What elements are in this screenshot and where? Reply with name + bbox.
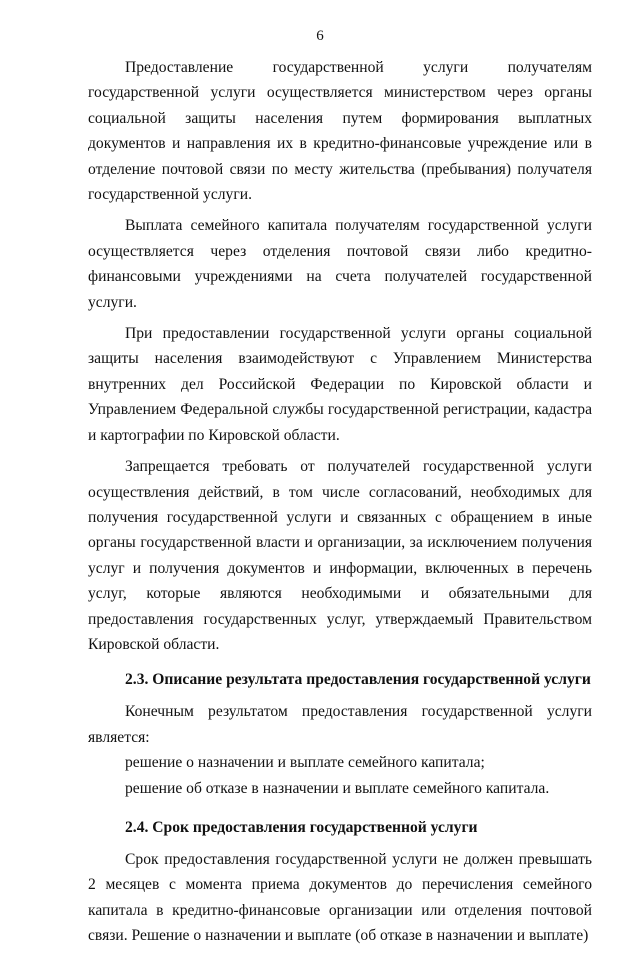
section-heading-2-3: 2.3. Описание результата предоставления государственной услуги — [125, 671, 591, 689]
page-number: 6 — [316, 28, 324, 44]
list-item: решение о назначении и выплате семейного капитала; — [125, 754, 485, 772]
document-body — [88, 55, 592, 955]
paragraph-capital-payment: Выплата семейного капитала получателям государственной услуги осуществляется через отделения почтовой связи либо кредитно-финансовыми учреждениями на счета получателей государственной услуги. — [88, 217, 592, 311]
section-heading-2-4: 2.4. Срок предоставления государственной услуги — [125, 818, 478, 836]
list-item: решение об отказе в назначении и выплате семейного капитала. — [125, 779, 550, 797]
paragraph-result-intro: Конечным результатом предоставления государственной услуги является: — [88, 703, 592, 746]
paragraph-service-provision: Предоставление государственной услуги получателям государственной услуги осуществляется министерством через органы социальной защиты населения путем формирования выплатных документов и направления их в кредитно-финансовые учреждение или в отделение почтовой связи по месту жительства (пребывания) получателя государственной услуги. — [88, 59, 592, 204]
paragraph-deadline: Срок предоставления государственной услуги не должен превышать 2 месяцев с момента приема документов до перечисления семейного капитала в кредитно-финансовые организации или отделения почтовой связи. Решение о назначении и выплате (об отказе в назначении и выплате) — [88, 850, 592, 945]
paragraph-interaction: При предоставлении государственной услуги органы социальной защиты населения взаимодействуют с Управлением Министерства внутренних дел Российской Федерации по Кировской области и Управлением Федеральной службы государственной регистрации, кадастра и картографии по Кировской области. — [88, 325, 592, 444]
paragraph-prohibition: Запрещается требовать от получателей государственной услуги осуществления действий, в том числе согласований, необходимых для получения государственной услуги и связанных с обращением в иные органы государственной власти и организации, за исключением получения услуг и получения документов и информации, включенных в перечень услуг, которые являются необходимыми и обязательными для предоставления государственных услуг, утверждаемый Правительством Кировской области. — [88, 458, 592, 653]
